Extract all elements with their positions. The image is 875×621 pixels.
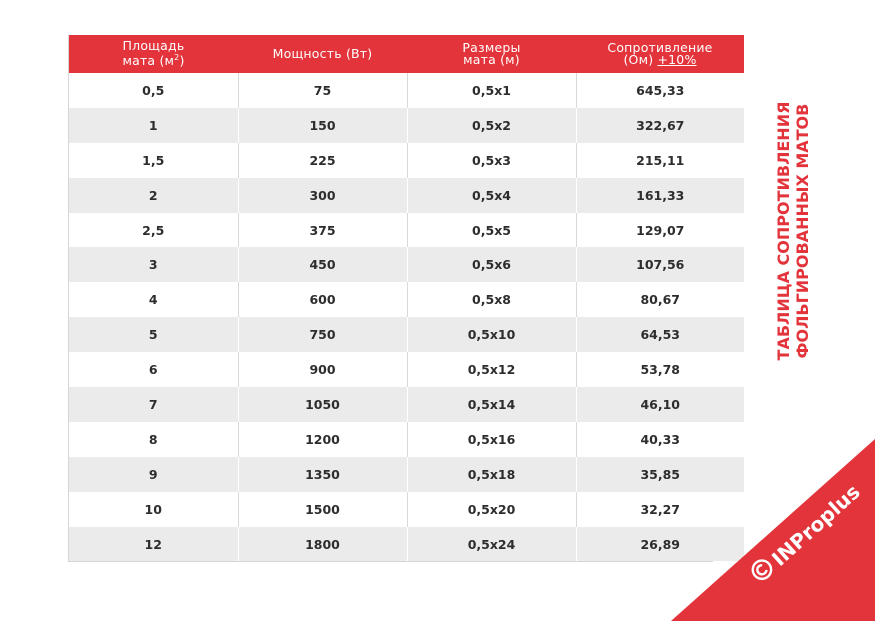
- table-cell: 9: [69, 457, 238, 492]
- table-cell: 0,5x16: [407, 422, 576, 457]
- table-cell: 6: [69, 352, 238, 387]
- table-cell: 129,07: [576, 213, 744, 248]
- header-line2-text: (Ом): [623, 52, 658, 67]
- table-row: [69, 387, 744, 422]
- table-cell: 10: [69, 492, 238, 527]
- table-cell: 26,89: [576, 527, 744, 562]
- header-superscript: 2: [174, 53, 180, 63]
- table-cell: 1050: [238, 387, 407, 422]
- table-cell: 0,5x6: [407, 247, 576, 282]
- header-line2: [73, 52, 234, 67]
- table-row: [69, 247, 744, 282]
- header-cell-2: [407, 35, 576, 73]
- table-cell: 7: [69, 387, 238, 422]
- table-cell: 900: [238, 352, 407, 387]
- table-cell: 2: [69, 178, 238, 213]
- table-cell: 375: [238, 213, 407, 248]
- table-cell: 0,5x18: [407, 457, 576, 492]
- table-cell: 0,5x8: [407, 282, 576, 317]
- table-row: [69, 352, 744, 387]
- table-cell: 3: [69, 247, 238, 282]
- table-cell: 80,67: [576, 282, 744, 317]
- table-cell: 46,10: [576, 387, 744, 422]
- table-cell: 300: [238, 178, 407, 213]
- table-cell: 8: [69, 422, 238, 457]
- table-row: [69, 213, 744, 248]
- table-cell: 450: [238, 247, 407, 282]
- table-cell: 5: [69, 317, 238, 352]
- table-cell: 0,5x2: [407, 108, 576, 143]
- header-cell-1: [238, 35, 407, 73]
- table-row: [69, 457, 744, 492]
- table-row: [69, 282, 744, 317]
- table-cell: 40,33: [576, 422, 744, 457]
- header-line2-text: мата (м): [463, 52, 520, 67]
- brand-name: INProplus: [766, 479, 865, 571]
- table-cell: 600: [238, 282, 407, 317]
- table-row: [69, 108, 744, 143]
- table-header-row: [69, 35, 744, 73]
- table-cell: 0,5x1: [407, 73, 576, 108]
- header-line2: [580, 54, 740, 66]
- table-cell: 12: [69, 527, 238, 562]
- table-cell: 1200: [238, 422, 407, 457]
- table-cell: 0,5x3: [407, 143, 576, 178]
- table-cell: 750: [238, 317, 407, 352]
- side-title-line2: ФОЛЬГИРОВАННЫХ МАТОВ: [793, 103, 812, 359]
- table-cell: 53,78: [576, 352, 744, 387]
- table-body: [69, 73, 744, 561]
- header-tail: +10%: [657, 52, 697, 67]
- table-row: [69, 527, 744, 562]
- table-cell: 1500: [238, 492, 407, 527]
- side-title-line1: ТАБЛИЦА СОПРОТИВЛЕНИЯ: [774, 101, 793, 361]
- header-line2-text: мата (м: [122, 53, 175, 69]
- table-cell: 4: [69, 282, 238, 317]
- table-cell: 32,27: [576, 492, 744, 527]
- header-line1: Размеры: [462, 40, 521, 55]
- table-cell: 0,5x10: [407, 317, 576, 352]
- table-cell: 1350: [238, 457, 407, 492]
- table-cell: 0,5x20: [407, 492, 576, 527]
- table-cell: 161,33: [576, 178, 744, 213]
- resistance-table-container: [68, 35, 713, 562]
- table-cell: 35,85: [576, 457, 744, 492]
- table-cell: 0,5x24: [407, 527, 576, 562]
- table-cell: 2,5: [69, 213, 238, 248]
- table-cell: 0,5x14: [407, 387, 576, 422]
- table-cell: 0,5x5: [407, 213, 576, 248]
- table-row: [69, 73, 744, 108]
- table-cell: 75: [238, 73, 407, 108]
- corner-red-triangle: [671, 439, 875, 621]
- table-cell: 322,67: [576, 108, 744, 143]
- table-row: [69, 178, 744, 213]
- table-cell: 107,56: [576, 247, 744, 282]
- table-cell: 225: [238, 143, 407, 178]
- side-title: [774, 86, 812, 376]
- header-line2: [411, 54, 572, 66]
- table-cell: 0,5x12: [407, 352, 576, 387]
- table-row: [69, 422, 744, 457]
- table-cell: 150: [238, 108, 407, 143]
- header-line1: Площадь: [122, 38, 185, 54]
- resistance-table: [69, 35, 744, 561]
- table-cell: 1,5: [69, 143, 238, 178]
- table-cell: 215,11: [576, 143, 744, 178]
- table-cell: 0,5: [69, 73, 238, 108]
- table-row: [69, 143, 744, 178]
- table-cell: 0,5x4: [407, 178, 576, 213]
- header-cell-0: [69, 35, 238, 73]
- header-line1: Сопротивление: [607, 40, 713, 55]
- table-row: [69, 492, 744, 527]
- table-row: [69, 317, 744, 352]
- header-line1: Мощность (Вт): [272, 46, 373, 61]
- table-cell: 645,33: [576, 73, 744, 108]
- header-cell-3: [576, 35, 744, 73]
- table-cell: 1: [69, 108, 238, 143]
- table-cell: 1800: [238, 527, 407, 562]
- table-cell: 64,53: [576, 317, 744, 352]
- header-tail: ): [179, 53, 185, 69]
